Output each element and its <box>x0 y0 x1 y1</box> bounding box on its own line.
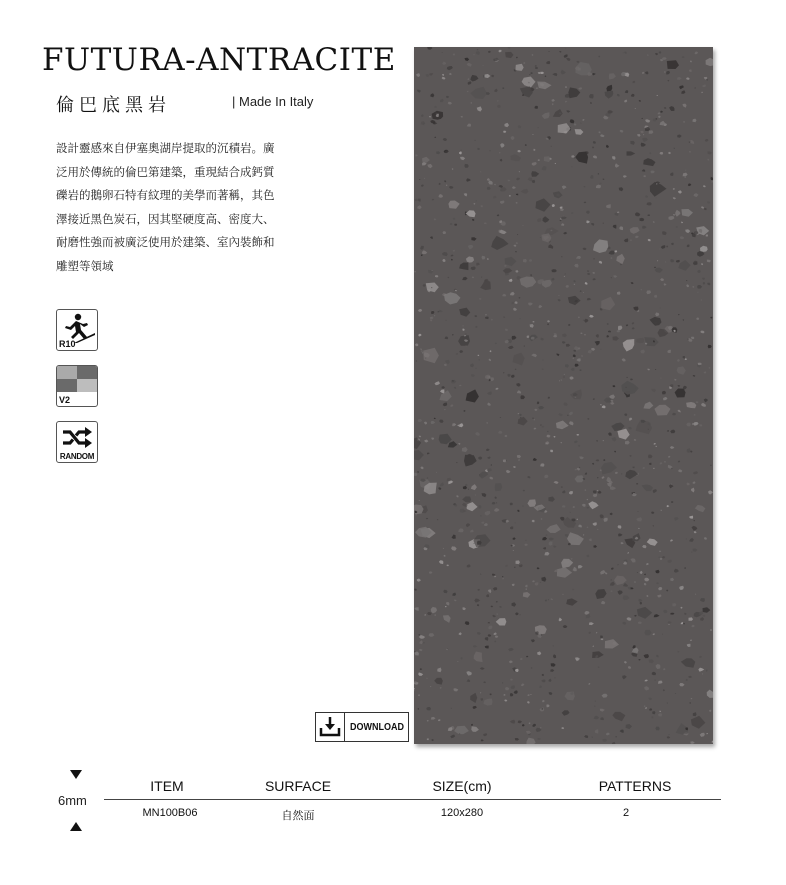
thickness-value: 6mm <box>58 793 87 808</box>
cell-size: 120x280 <box>440 807 484 819</box>
download-icon <box>316 713 345 741</box>
header-item: ITEM <box>150 778 184 794</box>
description-line: 泛用於傳統的倫巴第建築，重現結合成鈣質 <box>56 164 275 179</box>
cell-item: MN100B06 <box>142 807 198 819</box>
cell-patterns: 2 <box>622 807 630 819</box>
badge-label: RANDOM <box>59 452 95 461</box>
description-line: 礫岩的鵝卵石特有紋理的美學而著稱，其色 <box>56 188 275 202</box>
thickness-arrow-up-icon <box>70 822 82 831</box>
download-button[interactable] <box>315 712 409 742</box>
product-description <box>56 137 316 278</box>
thickness-arrow-down-icon <box>70 770 82 779</box>
description-line: 設計靈感來自伊塞奧湖岸提取的沉積岩。廣 <box>56 141 275 155</box>
spec-divider <box>104 799 721 800</box>
description-line: 雕塑等領域 <box>56 258 114 273</box>
badge-label: V2 <box>59 395 71 405</box>
product-title: FUTURA-ANTRACITE <box>42 42 396 78</box>
tile-preview-image <box>414 47 713 744</box>
description-line: 澤接近黑色炭石，因其堅硬度高、密度大、 <box>56 211 275 226</box>
header-surface: SURFACE <box>264 778 332 794</box>
cell-surface: 自然面 <box>281 810 315 822</box>
random-badge <box>56 421 98 463</box>
origin-label: | Made In Italy <box>232 94 314 109</box>
header-size: SIZE(cm) <box>432 778 492 794</box>
badge-label: R10 <box>59 339 76 349</box>
color-variation-icon <box>57 366 97 392</box>
description-line: 耐磨性強而被廣泛使用於建築、室內裝飾和 <box>56 235 275 249</box>
download-label: DOWNLOAD <box>350 722 404 733</box>
header-patterns: PATTERNS <box>598 778 672 794</box>
r10-badge <box>56 309 98 351</box>
product-name-chinese: 倫巴底黑岩 <box>56 95 171 116</box>
v2-badge <box>56 365 98 407</box>
shuffle-icon <box>57 423 97 453</box>
